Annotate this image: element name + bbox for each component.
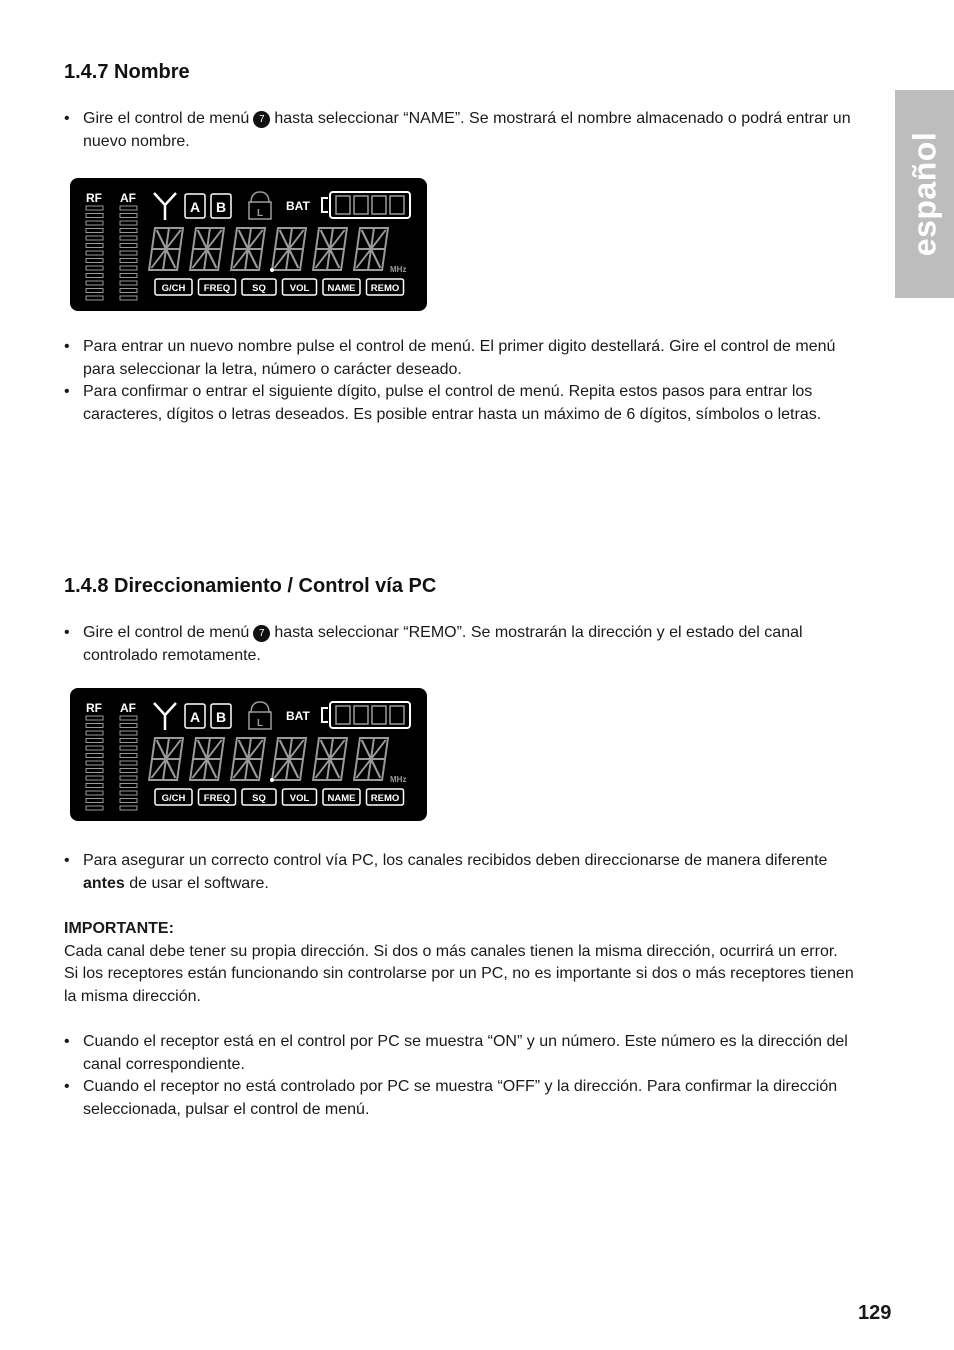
segment-digit (272, 738, 306, 780)
rf-meter-bar (86, 281, 103, 285)
lcd-function-label: REMO (370, 283, 400, 294)
remo-note-list (64, 850, 864, 895)
rf-meter-bar (86, 791, 103, 795)
list-item: • Cuando el receptor está en el control por PC se muestra “ON” y un número. Este número es la dirección del canal correspondiente. (64, 1031, 864, 1076)
rf-meter-bar (86, 229, 103, 233)
lcd-function-label: G/CH (161, 283, 186, 294)
rf-meter-bar (86, 274, 103, 278)
bullet-bold-text: antes (83, 874, 125, 892)
segment-digit (231, 738, 265, 780)
nombre-intro-list (64, 108, 864, 153)
channel-a-label: A (189, 199, 201, 215)
lcd-graphic (70, 178, 427, 311)
segment-digit (272, 228, 306, 270)
rf-meter-bar (86, 769, 103, 773)
battery-cell (336, 196, 350, 214)
bullet-text: de usar el software. (129, 874, 269, 892)
lcd-display-name (70, 178, 427, 311)
lcd-function-label: NAME (327, 283, 356, 294)
antenna-icon-stroke (154, 193, 176, 220)
segment-digit (313, 228, 347, 270)
rf-meter-bar (86, 244, 103, 248)
segment-digit (149, 738, 183, 780)
rf-meter-bar (86, 776, 103, 780)
remo-status-list (64, 1031, 864, 1121)
section-heading-direccionamiento: 1.4.8 Direccionamiento / Control vía PC (64, 575, 437, 597)
af-meter-bar (120, 769, 137, 773)
bullet-text: Para asegurar un correcto control vía PC, los canales recibidos deben direccionarse de manera diferente (83, 852, 828, 869)
antenna-icon (154, 193, 176, 220)
lcd-function-label: FREQ (203, 283, 231, 294)
list-item: • Cuando el receptor no está controlado por PC se muestra “OFF” y la dirección. Para confirmar la dirección seleccionada, pulsar el control de menú. (64, 1076, 864, 1121)
mhz-label: MHz (390, 775, 407, 784)
battery-cell (354, 706, 368, 724)
rf-label: RF (86, 701, 102, 715)
rf-meter-bar (86, 221, 103, 225)
list-item: • Para confirmar o entrar el siguiente dígito, pulse el control de menú. Repita estos pasos para entrar los caracteres, dígitos o letras deseados. Es posible entrar hasta un máximo de 6 dígitos, símbolos o letras. (64, 381, 864, 426)
bullet-text: hasta seleccionar “REMO”. Se mostrarán la dirección y el estado del canal controlado remotamente. (83, 624, 803, 664)
lcd-display-remo (70, 688, 427, 821)
af-meter-bar (120, 296, 137, 300)
list-item: • Para entrar un nuevo nombre pulse el control de menú. El primer digito destellará. Gire el control de menú para seleccionar la letra, número o carácter deseado. (64, 336, 864, 381)
af-meter-bar (120, 289, 137, 293)
bat-label: BAT (286, 199, 310, 213)
rf-meter-bar (86, 754, 103, 758)
lock-letter: L (256, 718, 264, 729)
rf-meter-bar (86, 746, 103, 750)
battery-cell (354, 196, 368, 214)
af-label: AF (120, 191, 136, 205)
lcd-function-label: G/CH (161, 793, 186, 804)
af-meter-bar (120, 761, 137, 765)
rf-meter-bar (86, 259, 103, 263)
af-meter-bar (120, 266, 137, 270)
rf-meter-bar (86, 716, 103, 720)
segment-digit (354, 228, 388, 270)
important-text: Cada canal debe tener su propia dirección. Si dos o más canales tienen la misma dirección, ocurrirá un error. Si los receptores están funcionando sin controlarse por un PC, no es importante si dos o más receptores tienen la misma dirección. (64, 942, 854, 1005)
af-meter-bar (120, 731, 137, 735)
antenna-icon (154, 703, 176, 730)
af-meter-bar (120, 251, 137, 255)
af-meter-bar (120, 281, 137, 285)
rf-meter-bar (86, 206, 103, 210)
language-tab-label: español (906, 131, 942, 257)
channel-b-label: B (215, 709, 227, 725)
lcd-function-label: VOL (289, 793, 310, 804)
bullet-text: hasta seleccionar “NAME”. Se mostrará el nombre almacenado o podrá entrar un nuevo nombre. (83, 110, 851, 150)
af-meter-bar (120, 274, 137, 278)
af-meter-bar (120, 746, 137, 750)
af-meter-bar (120, 806, 137, 810)
segment-digit (190, 738, 224, 780)
af-meter-bar (120, 716, 137, 720)
bullet-text: Gire el control de menú (83, 110, 250, 127)
af-meter-bar (120, 724, 137, 728)
rf-meter-bar (86, 731, 103, 735)
bullet-text: Gire el control de menú (83, 624, 250, 641)
battery-cell (390, 196, 404, 214)
channel-b-label: B (215, 199, 227, 215)
lcd-function-label: VOL (289, 283, 310, 294)
rf-meter-bar (86, 266, 103, 270)
control-number-badge: 7 (253, 625, 270, 642)
lcd-graphic (70, 688, 427, 821)
antenna-icon-stroke (154, 703, 176, 730)
list-item (64, 622, 864, 667)
af-meter-bar (120, 259, 137, 263)
control-number-badge: 7 (253, 111, 270, 128)
af-meter-bar (120, 791, 137, 795)
af-meter-bar (120, 214, 137, 218)
af-meter-bar (120, 799, 137, 803)
list-item (64, 850, 864, 895)
lcd-function-label: SQ (252, 793, 266, 804)
important-label: IMPORTANTE: (64, 920, 174, 937)
nombre-steps-list (64, 336, 864, 426)
important-note (64, 918, 854, 1008)
segment-digit (231, 228, 265, 270)
af-meter-bar (120, 229, 137, 233)
rf-meter-bar (86, 784, 103, 788)
section-heading-nombre: 1.4.7 Nombre (64, 61, 190, 83)
af-meter-bar (120, 739, 137, 743)
af-meter-bar (120, 244, 137, 248)
af-meter-bar (120, 776, 137, 780)
battery-icon-tip (322, 198, 328, 212)
af-meter-bar (120, 236, 137, 240)
segment-digit (313, 738, 347, 780)
battery-icon-tip (322, 708, 328, 722)
rf-meter-bar (86, 296, 103, 300)
segment-digit (190, 228, 224, 270)
segment-digit (149, 228, 183, 270)
rf-label: RF (86, 191, 102, 205)
lcd-function-label: REMO (370, 793, 400, 804)
lcd-function-label: SQ (252, 283, 266, 294)
segment-digit (354, 738, 388, 780)
battery-cell (372, 196, 386, 214)
list-item (64, 108, 864, 153)
bat-label: BAT (286, 709, 310, 723)
lock-letter: L (256, 208, 264, 219)
rf-meter-bar (86, 799, 103, 803)
rf-meter-bar (86, 761, 103, 765)
language-tab (895, 90, 954, 298)
rf-meter-bar (86, 289, 103, 293)
page-number: 129 (858, 1302, 892, 1324)
battery-cell (390, 706, 404, 724)
af-meter-bar (120, 206, 137, 210)
rf-meter-bar (86, 251, 103, 255)
af-label: AF (120, 701, 136, 715)
lcd-function-label: FREQ (203, 793, 231, 804)
rf-meter-bar (86, 236, 103, 240)
remo-intro-list (64, 622, 864, 667)
battery-cell (336, 706, 350, 724)
rf-meter-bar (86, 739, 103, 743)
af-meter-bar (120, 754, 137, 758)
af-meter-bar (120, 221, 137, 225)
rf-meter-bar (86, 724, 103, 728)
mhz-label: MHz (390, 265, 407, 274)
decimal-point (270, 778, 274, 782)
lcd-function-label: NAME (327, 793, 356, 804)
decimal-point (270, 268, 274, 272)
battery-cell (372, 706, 386, 724)
af-meter-bar (120, 784, 137, 788)
channel-a-label: A (189, 709, 201, 725)
rf-meter-bar (86, 806, 103, 810)
rf-meter-bar (86, 214, 103, 218)
